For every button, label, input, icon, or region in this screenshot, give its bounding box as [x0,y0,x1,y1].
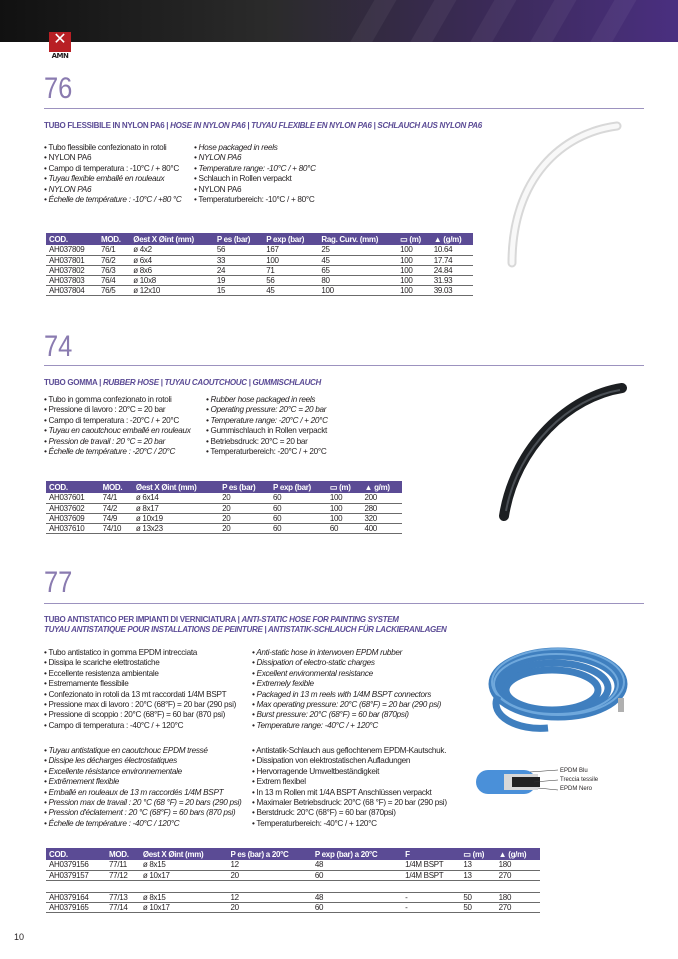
table-cell: 100 [397,255,431,265]
table-cell: 20 [219,513,270,523]
table-cell: 10.64 [431,245,473,255]
reel-icon: ▭ [400,234,408,244]
bullet-list [44,395,191,457]
table-cell: 12 [228,860,312,870]
table-cell: 100 [327,493,362,503]
table-cell: 50 [460,902,495,912]
list-item: • Operating pressure: 20°C = 20 bar [206,405,328,415]
table-header: ▭ (m) [460,848,495,860]
list-item: • Échelle de température : -20°C / 20°C [44,447,191,457]
table-cell: - [402,902,460,912]
table-header: P exp (bar) [270,481,327,493]
table-cell: 20 [219,493,270,503]
section-title: TUBO ANTISTATICO PER IMPIANTI DI VERNICIATURA | ANTI-STATIC HOSE FOR PAINTING SYSTEM [44,615,399,624]
table-header: P es (bar) [214,233,263,245]
table-cell: AH0379164 [46,892,106,902]
table-header: Øest X Øint (mm) [133,481,219,493]
table-cell: 74/10 [100,523,133,533]
table-header: COD. [46,233,98,245]
list-item: • Gummischlauch in Rollen verpackt [206,426,328,436]
table-header: ▭ (m) [327,481,362,493]
table-cell: 270 [496,870,540,880]
section-title: TUBO FLESSIBILE IN NYLON PA6 | HOSE IN NYLON PA6 | TUYAU FLEXIBLE EN NYLON PA6 | SCHLAUCH AUS NYLON PA6 [44,121,482,130]
table-header: P es (bar) [219,481,270,493]
list-item: • Dissipation von elektrostatischen Aufladungen [252,756,447,766]
list-item: • Pressione di lavoro : 20°C = 20 bar [44,405,191,415]
list-item: • Maximaler Betriebsdruck: 20°C (68 °F) = 20 bar (290 psi) [252,798,447,808]
table-cell: AH037602 [46,503,100,513]
list-item: • Confezionato in rotoli da 13 mt raccordati 1/4M BSPT [44,690,236,700]
table-header: COD. [46,481,100,493]
table-cell: ø 8x6 [130,265,214,275]
table-cell [228,880,312,892]
table-header: ▲ g/m) [362,481,403,493]
table-cell [140,880,228,892]
table-cell: 100 [318,285,397,295]
reel-icon: ▭ [329,482,338,492]
table-cell: 76/4 [98,275,130,285]
table-cell: 100 [397,265,431,275]
table-row [46,493,402,503]
table-row [46,870,540,880]
logo-mark-icon: ✕ [53,29,67,48]
table-cell: 76/2 [98,255,130,265]
list-item: • NYLON PA6 [44,185,182,195]
table-cell: 77/13 [106,892,140,902]
table-cell: 60 [270,513,327,523]
nylon-hose-image [492,118,642,268]
cross-section-legend [560,767,598,794]
list-item: • NYLON PA6 [194,185,316,195]
table-cell: 60 [312,870,402,880]
table-cell: 77/14 [106,902,140,912]
table-cell: 56 [263,275,318,285]
table-header: COD. [46,848,106,860]
table-cell: 60 [312,902,402,912]
list-item: • Hose packaged in reels [194,143,316,153]
table-row [46,503,402,513]
reel-icon: ▭ [463,849,471,859]
table-row [46,880,540,892]
section-number: 74 [44,330,73,363]
section-title: TUBO GOMMA | RUBBER HOSE | TUYAU CAOUTCHOUC | GUMMISCHLAUCH [44,378,322,387]
table-cell: ø 10x17 [140,870,228,880]
table-header: MOD. [98,233,130,245]
table-cell: 77/12 [106,870,140,880]
legend-item: EPDM Blu [560,768,588,774]
list-item: • Pression de travail : 20 °C = 20 bar [44,437,191,447]
list-item: • Tubo antistatico in gomma EPDM intrecciata [44,648,236,658]
list-item: • Campo di temperatura : -10°C / + 80°C [44,164,182,174]
list-item: • Pressione max di lavoro : 20°C (68°F) = 20 bar (290 psi) [44,700,236,710]
table-cell: 20 [228,870,312,880]
table-cell: 45 [318,255,397,265]
table-cell: 180 [496,892,540,902]
table-header: Øest X Øint (mm) [140,848,228,860]
table-row [46,892,540,902]
table-header: ▭ (m) [397,233,431,245]
table-cell: ø 8x15 [140,860,228,870]
table-cell: 100 [263,255,318,265]
table-cell: AH037804 [46,285,98,295]
table-cell: 80 [318,275,397,285]
table-cell: 48 [312,892,402,902]
list-item: • Berstdruck: 20°C (68°F) = 60 bar (870psi) [252,808,447,818]
list-item: • Temperature range: -10°C / + 80°C [194,164,316,174]
weight-icon: ▲ [433,234,442,244]
table-cell: 100 [327,503,362,513]
table-row [46,523,402,533]
table-cell: AH037802 [46,265,98,275]
list-item: • Anti-static hose in interwoven EPDM rubber [252,648,441,658]
list-item: • Eccellente resistenza ambientale [44,669,236,679]
list-item: • Excellente résistance environnementale [44,767,242,777]
table-cell: ø 10x19 [133,513,219,523]
table-cell [402,880,460,892]
section-number: 77 [44,566,73,599]
table-cell: 167 [263,245,318,255]
list-item: • Extrem flexibel [252,777,447,787]
list-item: • Extremely fexible [252,679,441,689]
section-divider [44,365,644,366]
spec-table [46,233,473,296]
bullet-list [194,143,316,205]
legend-item: Treccia tessile [560,777,599,783]
table-cell: 76/1 [98,245,130,255]
table-header: ▲ (g/m) [431,233,473,245]
list-item: • Tubo in gomma confezionato in rotoli [44,395,191,405]
table-cell: 76/3 [98,265,130,275]
table-cell: AH037609 [46,513,100,523]
table-cell: 77/11 [106,860,140,870]
table-cell: ø 6x4 [130,255,214,265]
table-cell: 100 [327,513,362,523]
list-item: • Rubber hose packaged in reels [206,395,328,405]
bullet-list [252,746,447,829]
table-cell: AH037809 [46,245,98,255]
table-row [46,255,473,265]
table-cell: 24 [214,265,263,275]
table-cell: ø 6x14 [133,493,219,503]
table-cell: 31.93 [431,275,473,285]
list-item: • Max operating pressure: 20°C (68°F) = 20 bar (290 psi) [252,700,441,710]
list-item: • Échelle de température : -40°C / 120°C [44,819,242,829]
table-cell: 13 [460,860,495,870]
list-item: • Dissipation of electro-static charges [252,658,441,668]
bullet-list [206,395,328,457]
table-cell: 71 [263,265,318,275]
table-row [46,245,473,255]
table-cell: 76/5 [98,285,130,295]
table-cell: AH0379165 [46,902,106,912]
table-cell: 13 [460,870,495,880]
table-header: MOD. [100,481,133,493]
table-cell: 12 [228,892,312,902]
table-cell: ø 8x15 [140,892,228,902]
list-item: • Temperature range: -20°C / + 20°C [206,416,328,426]
table-cell: 39.03 [431,285,473,295]
table-cell: ø 4x2 [130,245,214,255]
top-banner [0,0,678,42]
spec-table [46,848,540,913]
table-cell [46,880,106,892]
table-header: ▲ (g/m) [496,848,540,860]
table-cell: AH0379157 [46,870,106,880]
table-cell: 60 [270,523,327,533]
list-item: • Temperaturbereich: -40°C / + 120°C [252,819,447,829]
table-header: Rag. Curv. (mm) [318,233,397,245]
table-cell: 100 [397,245,431,255]
table-row [46,513,402,523]
table-cell [312,880,402,892]
table-cell: 50 [460,892,495,902]
table-cell: 19 [214,275,263,285]
table-cell: 74/2 [100,503,133,513]
weight-icon: ▲ [498,849,507,859]
section-divider [44,603,644,604]
table-cell: 180 [496,860,540,870]
section-divider [44,108,644,109]
table-cell: 20 [219,503,270,513]
list-item: • Emballé en rouleaux de 13 m raccordés 1/4M BSPT [44,788,242,798]
list-item: • NYLON PA6 [194,153,316,163]
list-item: • Campo di temperatura : -20°C / + 20°C [44,416,191,426]
table-header: P exp (bar) a 20°C [312,848,402,860]
table-cell: 1/4M BSPT [402,870,460,880]
table-row [46,902,540,912]
bullet-list [252,648,441,731]
table-cell: - [402,892,460,902]
table-header: F [402,848,460,860]
list-item: • In 13 m Rollen mit 1/4A BSPT Anschlüssen verpackt [252,788,447,798]
table-row [46,265,473,275]
table-cell: 45 [263,285,318,295]
list-item: • Excellent environmental resistance [252,669,441,679]
table-cell: 25 [318,245,397,255]
list-item: • Échelle de température : -10°C / +80 °C [44,195,182,205]
table-cell: 270 [496,902,540,912]
table-cell: 1/4M BSPT [402,860,460,870]
list-item: • NYLON PA6 [44,153,182,163]
table-cell: ø 10x17 [140,902,228,912]
table-cell: ø 13x23 [133,523,219,533]
page-number: 10 [14,932,25,942]
list-item: • Antistatik-Schlauch aus geflochtenem EPDM-Kautschuk. [252,746,447,756]
table-cell: 200 [362,493,403,503]
table-cell: 20 [219,523,270,533]
weight-icon: ▲ [364,482,373,492]
table-row [46,275,473,285]
table-cell: 320 [362,513,403,523]
table-header: P exp (bar) [263,233,318,245]
logo-text: AMN [51,52,69,60]
section-title-line2: TUYAU ANTISTATIQUE POUR INSTALLATIONS DE PEINTURE | ANTISTATIK-SCHLAUCH FÜR LACKIERANLAGEN [44,625,447,634]
table-row [46,285,473,295]
bullet-list [44,648,236,731]
table-cell: ø 10x8 [130,275,214,285]
bullet-list [44,143,182,205]
list-item: • Tuyau antistatique en caoutchouc EPDM tressé [44,746,242,756]
list-item: • Pression max de travail : 20 °C (68 °F) = 20 bars (290 psi) [44,798,242,808]
table-cell: 20 [228,902,312,912]
table-cell: AH037801 [46,255,98,265]
bullet-list [44,746,242,829]
table-cell: 17.74 [431,255,473,265]
list-item: • Tuyau en caoutchouc emballé en rouleaux [44,426,191,436]
table-cell: AH037601 [46,493,100,503]
hose-cross-section-image [474,762,624,802]
list-item: • Betriebsdruck: 20°C = 20 bar [206,437,328,447]
table-header: P es (bar) a 20°C [228,848,312,860]
table-cell: 280 [362,503,403,513]
table-cell: 400 [362,523,403,533]
list-item: • Pressione di scoppio : 20°C (68°F) = 60 bar (870 psi) [44,710,236,720]
list-item: • Campo di temperatura : -40°C / + 120°C [44,721,236,731]
table-cell: 60 [270,493,327,503]
table-cell: AH037610 [46,523,100,533]
table-cell: 48 [312,860,402,870]
table-cell: 100 [397,275,431,285]
brand-logo [46,29,74,62]
list-item: • Burst pressure: 20°C (68°F) = 60 bar (870psi) [252,710,441,720]
list-item: • Schlauch in Rollen verpackt [194,174,316,184]
list-item: • Temperature range: -40°C / + 120°C [252,721,441,731]
list-item: • Temperaturbereich: -20°C / + 20°C [206,447,328,457]
table-cell: 65 [318,265,397,275]
list-item: • Packaged in 13 m reels with 1/4M BSPT connectors [252,690,441,700]
list-item: • Dissipa le scariche elettrostatiche [44,658,236,668]
table-cell: ø 8x17 [133,503,219,513]
table-cell: 15 [214,285,263,295]
table-cell: AH037803 [46,275,98,285]
list-item: • Tuyau flexible emballé en rouleaux [44,174,182,184]
list-item: • Estremamente flessibile [44,679,236,689]
rubber-hose-image [490,376,640,536]
section-number: 76 [44,72,73,105]
table-cell [106,880,140,892]
list-item: • Dissipe les décharges électrostatiques [44,756,242,766]
table-cell: 60 [327,523,362,533]
table-cell: 24.84 [431,265,473,275]
table-cell: 33 [214,255,263,265]
table-cell: 100 [397,285,431,295]
table-cell: 56 [214,245,263,255]
table-header: Øest X Øint (mm) [130,233,214,245]
table-cell: 74/9 [100,513,133,523]
list-item: • Extrêmement flexible [44,777,242,787]
table-row [46,860,540,870]
table-header: MOD. [106,848,140,860]
list-item: • Pression d'éclatement : 20 °C (68°F) = 60 bars (870 psi) [44,808,242,818]
table-cell: 74/1 [100,493,133,503]
list-item: • Temperaturbereich: -10°C / + 80°C [194,195,316,205]
legend-item: EPDM Nero [560,786,593,792]
antistatic-hose-image [478,636,638,746]
table-cell: AH0379156 [46,860,106,870]
table-cell: ø 12x10 [130,285,214,295]
table-cell [460,880,495,892]
table-cell: 60 [270,503,327,513]
table-cell [496,880,540,892]
spec-table [46,481,402,534]
list-item: • Tubo flessibile confezionato in rotoli [44,143,182,153]
list-item: • Hervorragende Umweltbeständigkeit [252,767,447,777]
